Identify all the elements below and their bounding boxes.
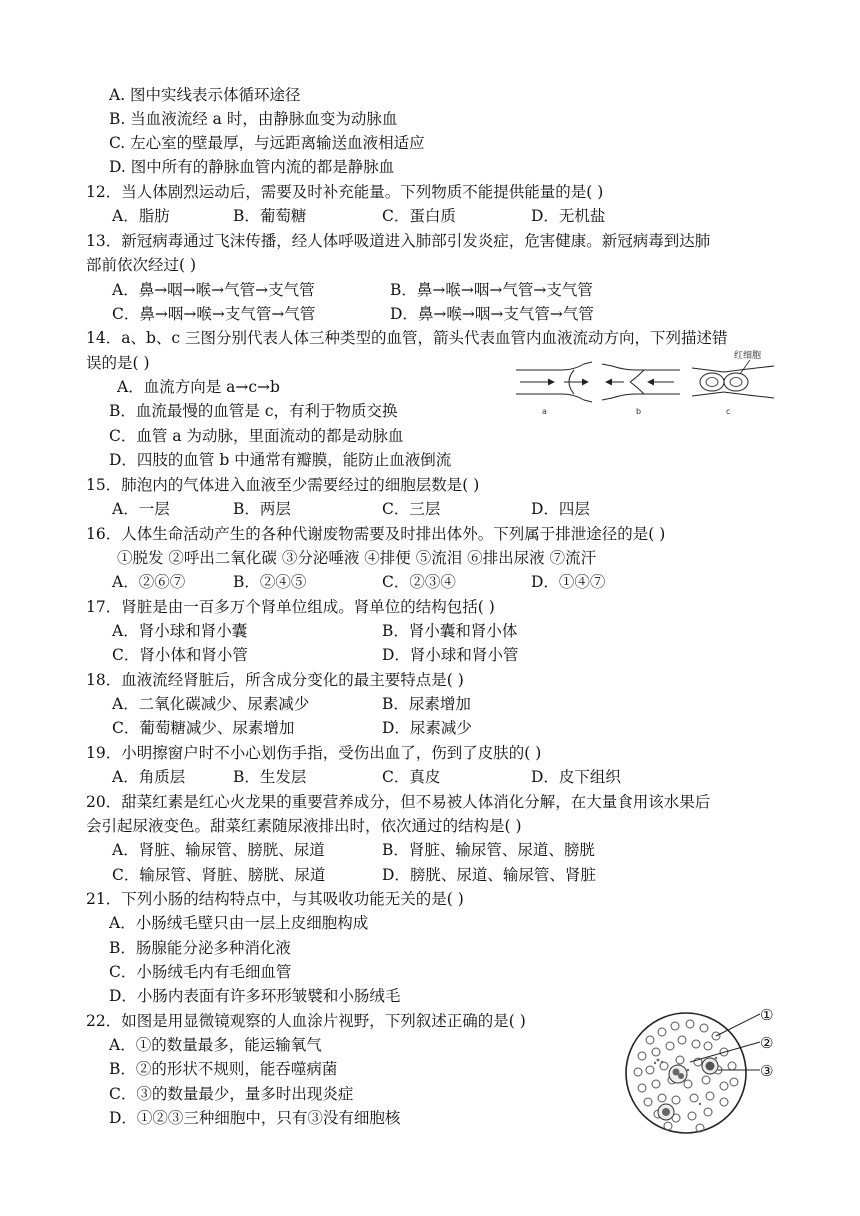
q20-stem-line1: 20．甜菜红素是红心火龙果的重要营养成分，但不易被人体消化分解，在大量食用该水果后 (86, 793, 711, 811)
q17-option-c: C．肾小体和肾小管 (112, 646, 248, 664)
q18-option-d: D．尿素减少 (382, 719, 472, 737)
q19-stem: 19．小明擦窗户时不小心划伤手指，受伤出血了，伤到了皮肤的( ) (86, 744, 542, 762)
label-3: ③ (760, 1062, 774, 1080)
q21-option-d: D．小肠内表面有许多环形皱襞和小肠绒毛 (109, 987, 401, 1005)
q22-option-c: C．③的数量最少，量多时出现炎症 (109, 1085, 354, 1103)
blood-smear-figure (620, 1000, 810, 1150)
q22-option-d: D．①②③三种细胞中，只有③没有细胞核 (109, 1109, 401, 1127)
q14-option-b: B．血流最慢的血管是 c，有利于物质交换 (109, 402, 398, 420)
q13-option-c: C．鼻→咽→喉→支气管→气管 (112, 305, 316, 323)
q15-option-b: B．两层 (233, 500, 291, 518)
q19-options (0, 765, 860, 789)
q14-option-d: D．四肢的血管 b 中通常有瓣膜，能防止血液倒流 (109, 451, 452, 469)
q14-stem-line1: 14．a、b、c 三图分别代表人体三种类型的血管，箭头代表血管内血液流动方向，下列描述错 (86, 329, 728, 347)
q12-option-c: C．蛋白质 (382, 207, 456, 225)
q13-option-b: B．鼻→喉→咽→气管→支气管 (390, 281, 593, 299)
q17-option-b: B．肾小囊和肾小体 (382, 622, 518, 640)
q15-option-d: D．四层 (531, 500, 590, 518)
q20-options-row2 (0, 863, 860, 887)
q14-option-a: A．血流方向是 a→c→b (117, 378, 280, 396)
q20-option-a: A．肾脏、输尿管、膀胱、尿道 (112, 841, 325, 859)
q15-stem: 15．肺泡内的气体进入血液至少需要经过的细胞层数是( ) (86, 476, 480, 494)
q12-option-a: A．脂肪 (112, 207, 170, 225)
q20-option-b: B．肾脏、输尿管、尿道、膀胱 (382, 841, 595, 859)
q13-options-row2 (0, 302, 860, 326)
vessel-a-label: a (542, 407, 547, 416)
q13-option-a: A．鼻→咽→喉→气管→支气管 (112, 281, 315, 299)
red-blood-cell-label: 红细胞 (734, 351, 762, 361)
vessel-b-diagram (602, 364, 680, 416)
q21-option-c: C．小肠绒毛内有毛细血管 (109, 963, 292, 981)
q19-option-a: A．角质层 (112, 768, 186, 786)
q14-stem-line2: 误的是( ) (86, 354, 150, 372)
vessel-c-label: c (726, 407, 731, 416)
q14-option-c: C．血管 a 为动脉，里面流动的都是动脉血 (109, 427, 404, 445)
q22-stem: 22．如图是用显微镜观察的人血涂片视野，下列叙述正确的是( ) (86, 1012, 526, 1030)
q18-option-b: B．尿素增加 (382, 695, 471, 713)
q18-options-row1 (0, 692, 860, 716)
q11-option-a: A. 图中实线表示体循环途径 (109, 86, 301, 104)
red-blood-cell-1 (700, 373, 724, 391)
label-1: ① (760, 1006, 774, 1024)
q16-stem: 16．人体生命活动产生的各种代谢废物需要及时排出体外。下列属于排泄途径的是( ) (86, 525, 666, 543)
q16-option-d: D．①④⑦ (531, 573, 606, 591)
q15-options (0, 497, 860, 521)
q18-stem: 18．血液流经肾脏后，所含成分变化的最主要特点是( ) (86, 671, 464, 689)
q20-options-row1 (0, 838, 860, 862)
q21-option-a: A．小肠绒毛壁只由一层上皮细胞构成 (109, 914, 369, 932)
q16-option-a: A．②⑥⑦ (112, 573, 186, 591)
q15-option-c: C．三层 (382, 500, 441, 518)
q17-options-row2 (0, 643, 860, 667)
q18-options-row2 (0, 716, 860, 740)
q16-option-b: B．②④⑤ (233, 573, 307, 591)
q12-option-d: D．无机盐 (531, 207, 606, 225)
q17-options-row1 (0, 619, 860, 643)
q16-options (0, 570, 860, 594)
q16-option-c: C．②③④ (382, 573, 456, 591)
vessel-b-label: b (636, 407, 642, 416)
q18-option-c: C．葡萄糖减少、尿素增加 (112, 719, 295, 737)
q12-options (0, 204, 860, 228)
q12-option-b: B．葡萄糖 (233, 207, 307, 225)
q19-option-d: D．皮下组织 (531, 768, 621, 786)
q13-stem-line2: 部前依次经过( ) (86, 256, 197, 274)
q13-stem-line1: 13．新冠病毒通过飞沫传播，经人体呼吸道进入肺部引发炎症，危害健康。新冠病毒到达肺 (86, 232, 711, 250)
q18-option-a: A．二氧化碳减少、尿素减少 (112, 695, 310, 713)
q20-option-c: C．输尿管、肾脏、膀胱、尿道 (112, 866, 326, 884)
q19-option-c: C．真皮 (382, 768, 441, 786)
q19-option-b: B．生发层 (233, 768, 307, 786)
vessel-c-diagram (692, 349, 774, 416)
label-2: ② (760, 1034, 774, 1052)
q17-option-d: D．肾小球和肾小管 (382, 646, 519, 664)
q16-items: ①脱发 ②呼出二氧化碳 ③分泌唾液 ④排便 ⑤流泪 ⑥排出尿液 ⑦流汗 (117, 549, 597, 567)
q17-option-a: A．肾小球和肾小囊 (112, 622, 248, 640)
q11-option-d: D. 图中所有的静脉血管内流的都是静脉血 (109, 158, 395, 176)
q22-option-b: B．②的形状不规则，能吞噬病菌 (109, 1060, 338, 1078)
q17-stem: 17．肾脏是由一百多万个肾单位组成。肾单位的结构包括( ) (86, 598, 495, 616)
q11-option-b: B. 当血液流经 a 时，由静脉血变为动脉血 (109, 110, 398, 128)
q11-option-c: C. 左心室的壁最厚，与远距离输送血液相适应 (109, 134, 425, 152)
q15-option-a: A．一层 (112, 500, 170, 518)
q21-stem: 21．下列小肠的结构特点中，与其吸收功能无关的是( ) (86, 890, 464, 908)
q12-stem: 12．当人体剧烈运动后，需要及时补充能量。下列物质不能提供能量的是( ) (86, 183, 604, 201)
q21-option-b: B．肠腺能分泌多种消化液 (109, 939, 291, 957)
q20-option-d: D．膀胱、尿道、输尿管、肾脏 (382, 866, 596, 884)
q20-stem-line2: 会引起尿液变色。甜菜红素随尿液排出时，依次通过的结构是( ) (86, 817, 522, 835)
red-blood-cell-2 (724, 373, 748, 391)
q13-option-d: D．鼻→喉→咽→支气管→气管 (390, 305, 594, 323)
q22-option-a: A．①的数量最多，能运输氧气 (109, 1036, 322, 1054)
q13-options-row1 (0, 278, 860, 302)
vessel-a-diagram (516, 362, 592, 416)
blood-vessel-figure (512, 348, 776, 418)
